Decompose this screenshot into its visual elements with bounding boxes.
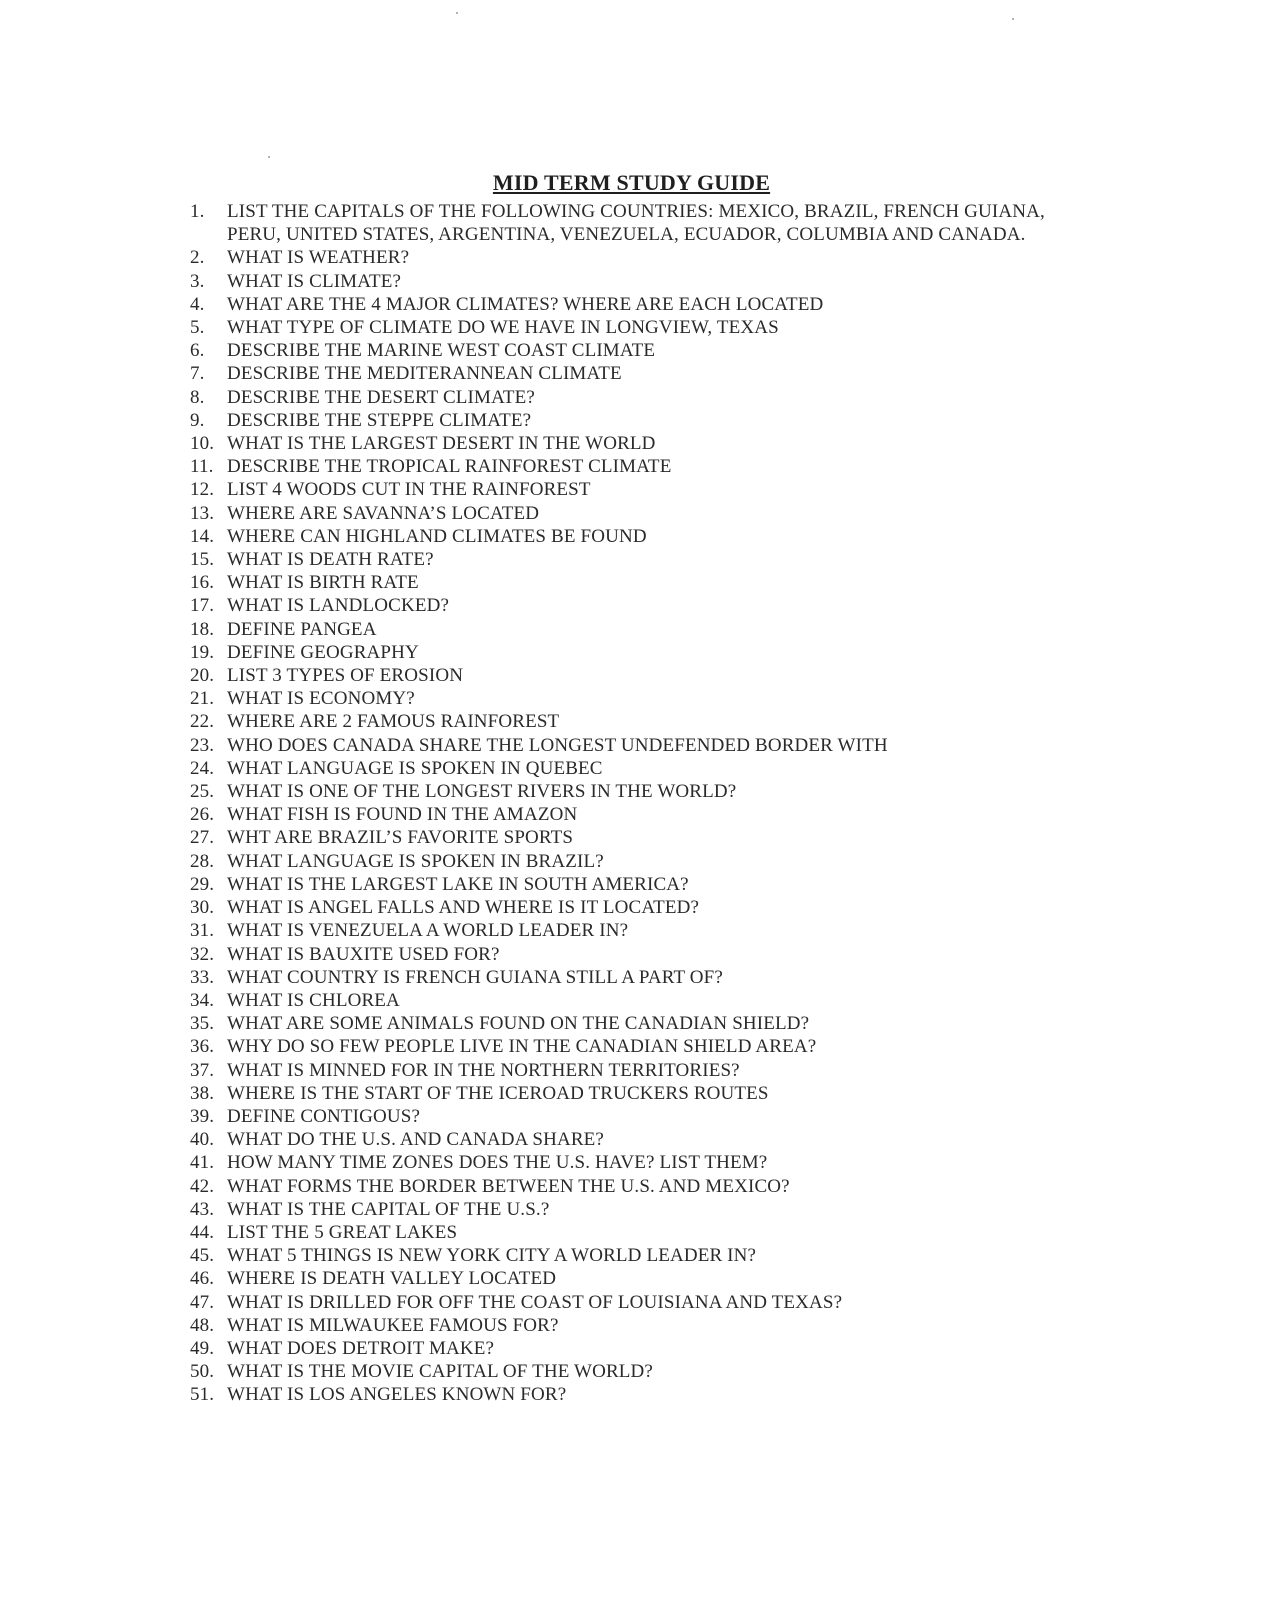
question-item bbox=[190, 316, 1070, 339]
question-text: WHAT IS ECONOMY? bbox=[227, 688, 415, 710]
question-item bbox=[190, 1059, 1070, 1082]
question-text: WHAT IS ANGEL FALLS AND WHERE IS IT LOCATED? bbox=[227, 897, 700, 919]
question-number: 23. bbox=[190, 734, 215, 756]
question-item bbox=[190, 1035, 1070, 1058]
question-number: 51. bbox=[190, 1384, 215, 1406]
question-item bbox=[190, 919, 1070, 942]
question-item bbox=[190, 293, 1070, 316]
question-number: 22. bbox=[190, 711, 215, 733]
question-number: 37. bbox=[190, 1059, 215, 1081]
question-text: WHAT DO THE U.S. AND CANADA SHARE? bbox=[227, 1129, 605, 1151]
question-number: 14. bbox=[190, 525, 215, 547]
question-text: DESCRIBE THE DESERT CLIMATE? bbox=[227, 386, 535, 408]
question-number: 46. bbox=[190, 1268, 215, 1290]
question-item bbox=[190, 850, 1070, 873]
question-item bbox=[190, 525, 1070, 548]
question-text: WHAT IS WEATHER? bbox=[227, 247, 410, 269]
question-text: WHAT IS MINNED FOR IN THE NORTHERN TERRITORIES? bbox=[227, 1059, 740, 1081]
question-number: 34. bbox=[190, 989, 215, 1011]
scan-speck bbox=[456, 12, 458, 14]
question-item bbox=[190, 548, 1070, 571]
question-item bbox=[190, 826, 1070, 849]
question-number: 44. bbox=[190, 1221, 215, 1243]
question-number: 41. bbox=[190, 1152, 215, 1174]
question-number: 45. bbox=[190, 1245, 215, 1267]
question-item bbox=[190, 989, 1070, 1012]
question-text: HOW MANY TIME ZONES DOES THE U.S. HAVE? LIST THEM? bbox=[227, 1152, 768, 1174]
scan-speck bbox=[1012, 18, 1014, 20]
question-number: 39. bbox=[190, 1105, 215, 1127]
question-item bbox=[190, 1383, 1070, 1406]
question-text: WHAT IS CHLOREA bbox=[227, 989, 400, 1011]
question-text: WHY DO SO FEW PEOPLE LIVE IN THE CANADIAN SHIELD AREA? bbox=[227, 1036, 817, 1058]
question-item bbox=[190, 1012, 1070, 1035]
question-text: LIST THE CAPITALS OF THE FOLLOWING COUNTRIES: MEXICO, BRAZIL, FRENCH GUIANA, PERU, UNITED STATES, ARGENTINA, VENEZUELA, ECUADOR, COLUMBIA AND CANADA. bbox=[227, 201, 1045, 246]
question-number: 13. bbox=[190, 502, 215, 524]
question-number: 5. bbox=[190, 317, 205, 339]
question-item bbox=[190, 1337, 1070, 1360]
question-text: WHAT IS THE LARGEST LAKE IN SOUTH AMERICA? bbox=[227, 873, 689, 895]
question-text: LIST 3 TYPES OF EROSION bbox=[227, 665, 464, 687]
question-number: 49. bbox=[190, 1337, 215, 1359]
question-text: WHAT IS THE CAPITAL OF THE U.S.? bbox=[227, 1198, 550, 1220]
question-item bbox=[190, 1105, 1070, 1128]
question-number: 28. bbox=[190, 850, 215, 872]
question-number: 6. bbox=[190, 340, 205, 362]
question-text: DESCRIBE THE MARINE WEST COAST CLIMATE bbox=[227, 340, 656, 362]
question-item bbox=[190, 1151, 1070, 1174]
question-number: 11. bbox=[190, 456, 214, 478]
question-item bbox=[190, 1291, 1070, 1314]
question-number: 36. bbox=[190, 1036, 215, 1058]
question-item bbox=[190, 246, 1070, 269]
question-text: WHAT TYPE OF CLIMATE DO WE HAVE IN LONGVIEW, TEXAS bbox=[227, 317, 779, 339]
question-item bbox=[190, 1128, 1070, 1151]
question-text: WHAT ARE SOME ANIMALS FOUND ON THE CANADIAN SHIELD? bbox=[227, 1013, 810, 1035]
question-text: DESCRIBE THE STEPPE CLIMATE? bbox=[227, 409, 532, 431]
question-text: WHT ARE BRAZIL’S FAVORITE SPORTS bbox=[227, 827, 574, 849]
question-item bbox=[190, 1082, 1070, 1105]
question-text: WHAT IS BAUXITE USED FOR? bbox=[227, 943, 500, 965]
question-number: 1. bbox=[190, 201, 205, 222]
question-item bbox=[190, 386, 1070, 409]
question-number: 32. bbox=[190, 943, 215, 965]
question-number: 33. bbox=[190, 966, 215, 988]
question-item bbox=[190, 780, 1070, 803]
question-item bbox=[190, 1175, 1070, 1198]
question-text: WHERE IS DEATH VALLEY LOCATED bbox=[227, 1268, 557, 1290]
question-number: 17. bbox=[190, 595, 215, 617]
question-number: 8. bbox=[190, 386, 205, 408]
question-item bbox=[190, 1267, 1070, 1290]
question-number: 15. bbox=[190, 549, 215, 571]
question-item bbox=[190, 943, 1070, 966]
question-item bbox=[190, 641, 1070, 664]
question-number: 27. bbox=[190, 827, 215, 849]
question-text: DESCRIBE THE MEDITERANNEAN CLIMATE bbox=[227, 363, 622, 385]
question-item bbox=[190, 270, 1070, 293]
question-item bbox=[190, 1198, 1070, 1221]
question-item bbox=[190, 571, 1070, 594]
question-text: WHAT 5 THINGS IS NEW YORK CITY A WORLD LEADER IN? bbox=[227, 1245, 757, 1267]
question-text: DEFINE CONTIGOUS? bbox=[227, 1105, 421, 1127]
question-item bbox=[190, 409, 1070, 432]
question-item bbox=[190, 362, 1070, 385]
question-number: 40. bbox=[190, 1129, 215, 1151]
question-item bbox=[190, 757, 1070, 780]
question-text: WHAT DOES DETROIT MAKE? bbox=[227, 1337, 495, 1359]
question-text: WHAT COUNTRY IS FRENCH GUIANA STILL A PART OF? bbox=[227, 966, 723, 988]
question-item bbox=[190, 478, 1070, 501]
question-number: 21. bbox=[190, 688, 215, 710]
question-item bbox=[190, 896, 1070, 919]
question-text: WHAT IS LOS ANGELES KNOWN FOR? bbox=[227, 1384, 567, 1406]
question-item bbox=[190, 710, 1070, 733]
question-number: 3. bbox=[190, 270, 205, 292]
question-number: 25. bbox=[190, 781, 215, 803]
question-number: 31. bbox=[190, 920, 215, 942]
question-item bbox=[190, 873, 1070, 896]
question-text: WHAT IS LANDLOCKED? bbox=[227, 595, 450, 617]
question-text: WHERE ARE SAVANNA’S LOCATED bbox=[227, 502, 540, 524]
question-item bbox=[190, 618, 1070, 641]
question-number: 26. bbox=[190, 804, 215, 826]
question-number: 2. bbox=[190, 247, 205, 269]
question-text: WHAT LANGUAGE IS SPOKEN IN BRAZIL? bbox=[227, 850, 604, 872]
question-text: WHAT IS THE MOVIE CAPITAL OF THE WORLD? bbox=[227, 1361, 654, 1383]
question-text: WHERE ARE 2 FAMOUS RAINFOREST bbox=[227, 711, 560, 733]
question-text: WHAT FISH IS FOUND IN THE AMAZON bbox=[227, 804, 578, 826]
question-item bbox=[190, 339, 1070, 362]
question-item bbox=[190, 432, 1070, 455]
question-item bbox=[190, 1221, 1070, 1244]
question-text: WHAT IS MILWAUKEE FAMOUS FOR? bbox=[227, 1314, 559, 1336]
question-number: 12. bbox=[190, 479, 215, 501]
question-number: 48. bbox=[190, 1314, 215, 1336]
question-item bbox=[190, 502, 1070, 525]
question-text: WHAT ARE THE 4 MAJOR CLIMATES? WHERE ARE EACH LOCATED bbox=[227, 293, 824, 315]
question-item bbox=[190, 1244, 1070, 1267]
question-number: 4. bbox=[190, 293, 205, 315]
question-item bbox=[190, 687, 1070, 710]
question-number: 47. bbox=[190, 1291, 215, 1313]
question-number: 24. bbox=[190, 757, 215, 779]
question-number: 35. bbox=[190, 1013, 215, 1035]
question-number: 16. bbox=[190, 572, 215, 594]
question-number: 9. bbox=[190, 409, 205, 431]
question-item bbox=[190, 1314, 1070, 1337]
question-text: WHAT IS VENEZUELA A WORLD LEADER IN? bbox=[227, 920, 629, 942]
question-text: WHERE CAN HIGHLAND CLIMATES BE FOUND bbox=[227, 525, 647, 547]
question-number: 10. bbox=[190, 433, 215, 455]
question-text: LIST 4 WOODS CUT IN THE RAINFOREST bbox=[227, 479, 591, 501]
question-number: 29. bbox=[190, 873, 215, 895]
question-text: WHAT IS THE LARGEST DESERT IN THE WORLD bbox=[227, 433, 656, 455]
question-text: WHAT IS ONE OF THE LONGEST RIVERS IN THE WORLD? bbox=[227, 781, 737, 803]
question-number: 38. bbox=[190, 1082, 215, 1104]
question-text: DEFINE PANGEA bbox=[227, 618, 377, 640]
question-item bbox=[190, 664, 1070, 687]
question-item bbox=[190, 1360, 1070, 1383]
question-text: DESCRIBE THE TROPICAL RAINFOREST CLIMATE bbox=[227, 456, 672, 478]
scan-speck bbox=[268, 156, 270, 158]
question-number: 7. bbox=[190, 363, 205, 385]
question-item bbox=[190, 455, 1070, 478]
page-title: MID TERM STUDY GUIDE bbox=[492, 170, 771, 195]
question-text: WHAT IS DEATH RATE? bbox=[227, 549, 434, 571]
question-item bbox=[190, 803, 1070, 826]
question-list bbox=[190, 200, 1070, 1407]
question-text: LIST THE 5 GREAT LAKES bbox=[227, 1221, 458, 1243]
question-number: 20. bbox=[190, 665, 215, 687]
question-text: WHAT FORMS THE BORDER BETWEEN THE U.S. AND MEXICO? bbox=[227, 1175, 790, 1197]
question-number: 43. bbox=[190, 1198, 215, 1220]
question-item bbox=[190, 734, 1070, 757]
question-number: 50. bbox=[190, 1361, 215, 1383]
question-number: 19. bbox=[190, 641, 215, 663]
question-text: WHO DOES CANADA SHARE THE LONGEST UNDEFENDED BORDER WITH bbox=[227, 734, 888, 756]
question-number: 30. bbox=[190, 897, 215, 919]
question-text: DEFINE GEOGRAPHY bbox=[227, 641, 419, 663]
question-item bbox=[190, 594, 1070, 617]
question-number: 42. bbox=[190, 1175, 215, 1197]
question-text: WHAT IS DRILLED FOR OFF THE COAST OF LOUISIANA AND TEXAS? bbox=[227, 1291, 843, 1313]
question-number: 18. bbox=[190, 618, 215, 640]
question-item bbox=[190, 200, 1070, 246]
question-text: WHAT IS CLIMATE? bbox=[227, 270, 402, 292]
question-text: WHERE IS THE START OF THE ICEROAD TRUCKERS ROUTES bbox=[227, 1082, 769, 1104]
question-text: WHAT IS BIRTH RATE bbox=[227, 572, 419, 594]
question-item bbox=[190, 966, 1070, 989]
question-text: WHAT LANGUAGE IS SPOKEN IN QUEBEC bbox=[227, 757, 603, 779]
